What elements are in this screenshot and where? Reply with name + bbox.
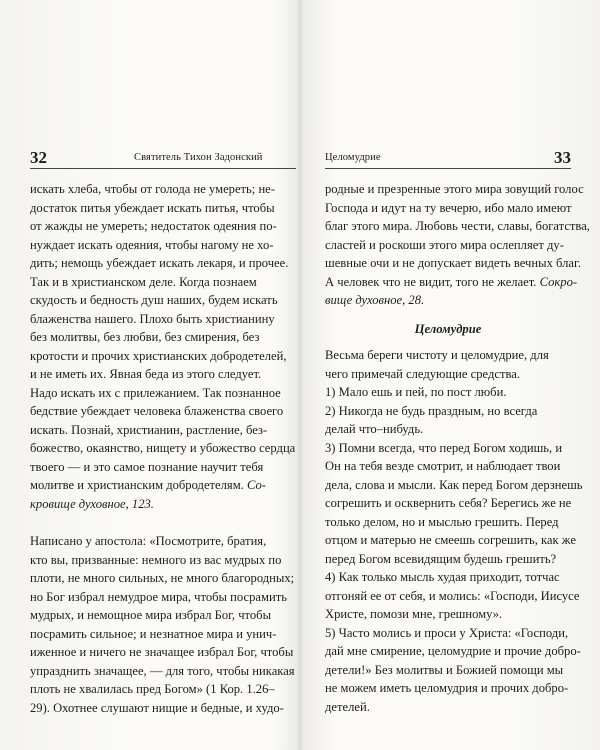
left-running-head: Святитель Тихон Задонский	[134, 152, 263, 163]
text-line: только делом, но и мыслью грешить. Перед	[325, 514, 559, 529]
text-line: перед Богом всевидящим будешь грешить?	[325, 551, 557, 566]
text-line: блаженства нашего. Плохо быть христианину	[30, 311, 275, 326]
right-page-body	[325, 180, 590, 716]
text-line: кто вы, призванные: немного из вас мудрых по	[30, 552, 282, 567]
text-line: сластей и роскоши этого мира ослепляет ду-	[325, 237, 564, 252]
text-line: искать. Познай, христианин, растление, без-	[30, 422, 268, 437]
text-line: иженное и ничего не значащее избрал Бог, чтобы	[30, 645, 294, 659]
source-citation: Сокро-	[539, 274, 578, 289]
left-page-body	[30, 180, 296, 717]
source-citation: Со-	[246, 478, 266, 492]
text-line: отгоняй ее от себя, и молись: «Господи, Иисусе	[325, 588, 580, 603]
section-heading: Целомудрие	[414, 321, 482, 336]
left-page-header	[30, 148, 296, 169]
text-line: родные и презренные этого мира зовущий голос	[325, 182, 584, 196]
right-page	[325, 148, 590, 716]
text-line: Весьма береги чистоту и целомудрие, для	[325, 348, 549, 362]
right-running-head: Целомудрие	[325, 152, 381, 163]
text-line: Он на тебя везде смотрит, и наблюдает твои	[325, 459, 561, 473]
text-line: 2) Никогда не будь праздным, но всегда	[325, 403, 538, 418]
right-page-number: 33	[554, 148, 571, 167]
text-line: плоти, не много сильных, не много благородных;	[30, 571, 295, 585]
text-line: и не иметь их. Явная беда из этого следует.	[30, 367, 262, 381]
text-line: детелей.	[325, 699, 370, 714]
text-line: отцом и матерью не смеешь согрешить, как же	[325, 533, 576, 547]
text-line	[325, 273, 578, 292]
text-line: шевные очи и не допускает видеть вечных благ.	[325, 256, 581, 270]
text-line: 3) Помни всегда, что перед Богом ходишь, и	[325, 440, 563, 455]
text-line: не можем иметь целомудрия и прочих добро-	[325, 681, 569, 695]
text-line: делай что–нибудь.	[325, 422, 424, 436]
gutter-shadow	[297, 0, 303, 750]
text-line: без молитвы, без любви, без смирения, без	[30, 330, 260, 344]
text-line: достаток питья убеждает искать питья, чтобы	[30, 200, 275, 215]
text-line: согрешить и осквернить себя? Берегись же не	[325, 496, 572, 510]
text-line: чего примечай следующие средства.	[325, 366, 520, 381]
text-line: 1) Мало ешь и пей, по пост люби.	[325, 385, 507, 399]
text-line: Христе, помози мне, грешному».	[325, 607, 503, 621]
text-line: Написано у апостола: «Посмотрите, братия,	[30, 534, 267, 548]
text-line: 29). Охотнее слушают нищие и бедные, и худо-	[30, 700, 284, 715]
text-fragment: молитве и христианским добродетелям.	[30, 478, 244, 492]
text-line: Господа и идут на ту вечерю, ибо мало имеют	[325, 200, 572, 215]
text-line	[30, 476, 296, 495]
text-line: твоего — и это самое познание научит тебя	[30, 459, 264, 474]
text-line: благ этого мира. Любовь чести, славы, богатства,	[325, 219, 590, 233]
text-line: детели!» Без молитвы и Божией помощи мы	[325, 662, 564, 677]
text-line: плоть не хвалилась пред Богом» (1 Кор. 1.26–	[30, 682, 275, 696]
left-page-number: 32	[30, 148, 47, 167]
text-line: дай мне смирение, целомудрие и прочие добро-	[325, 644, 581, 658]
text-line: но Бог избрал немудрое мира, чтобы посрамить	[30, 589, 287, 604]
right-page-header	[325, 148, 571, 169]
source-citation: кровище духовное, 123.	[30, 496, 154, 511]
text-line: бедствие убеждает человека блаженства своего	[30, 404, 284, 418]
text-line: искать хлеба, чтобы от голода не умереть; не-	[30, 182, 275, 196]
text-line: нуждает искать одеяния, чтобы нагому не хо-	[30, 237, 274, 252]
left-page	[30, 148, 296, 717]
text-line: божество, окаянство, нищету и убожество сердца	[30, 441, 296, 455]
source-citation: вище духовное, 28.	[325, 293, 425, 307]
text-line: кротости и прочих христианских добродетелей,	[30, 348, 287, 363]
text-line: от жажды не умереть; недостаток одеяния по-	[30, 219, 277, 233]
text-line: Надо искать их с прилежанием. Так познанное	[30, 385, 281, 400]
text-line: дела, слова и мысли. Как перед Богом дерзнешь	[325, 477, 583, 492]
text-line: дить; немощь убеждает искать лекаря, и прочее.	[30, 256, 289, 270]
text-line: посрамить сильное; и незнатное мира и унич-	[30, 626, 277, 641]
text-line: упразднить значащее, — для того, чтобы никакая	[30, 663, 295, 678]
text-line: 5) Часто молись и проси у Христа: «Господи,	[325, 625, 569, 640]
text-fragment: А человек что не видит, того не желает.	[325, 274, 537, 289]
paragraph-gap	[30, 513, 296, 532]
text-line: скудость и бедность душ наших, будем искать	[30, 293, 278, 307]
text-line: Так и в христианском деле. Когда познаем	[30, 274, 257, 289]
text-line: 4) Как только мысль худая приходит, тотчас	[325, 570, 560, 584]
text-line: мудрых, и немощное мира избрал Бог, чтобы	[30, 608, 272, 622]
